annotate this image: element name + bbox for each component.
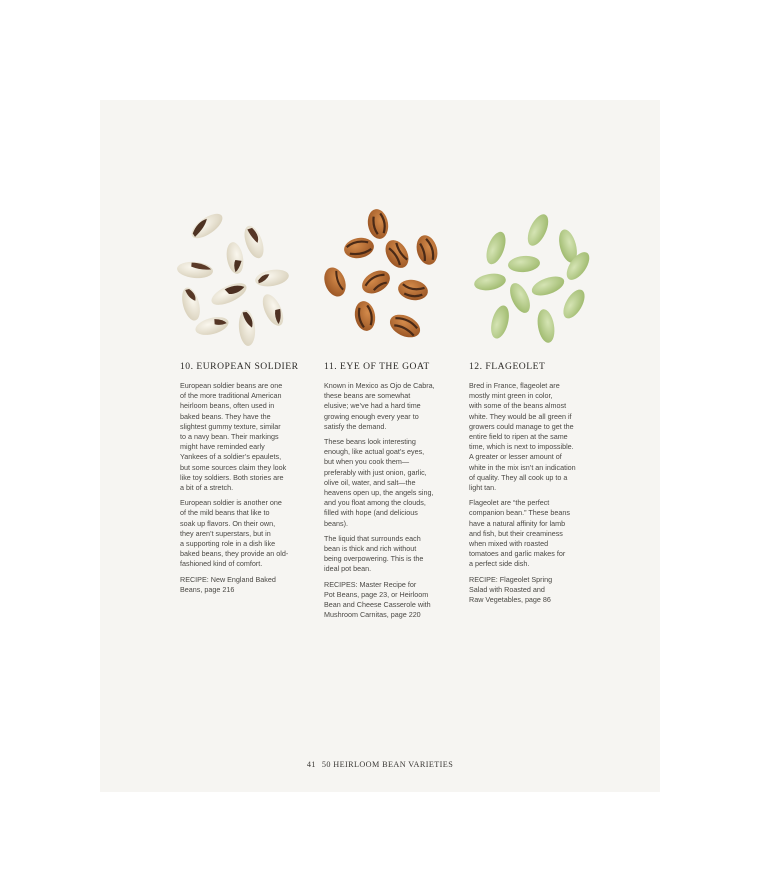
- recipe-reference: RECIPE: New England Baked Beans, page 216: [180, 574, 276, 594]
- bean-title: 10. EUROPEAN SOLDIER: [180, 361, 299, 372]
- bean-title: 12. FLAGEOLET: [469, 361, 546, 372]
- bean-column-european-soldier: [180, 208, 310, 600]
- flageolet-beans-photo: [466, 208, 592, 348]
- description-paragraph: Bred in France, flageolet are mostly mint green in color, with some of the beans almost white. They would be all green if growers could manage to get the entire field to ripen at the same time, which is next to impossible. A greater or lesser amount of white in the mix isn’t an indication of quality. They all cook up to a light tan.: [469, 381, 576, 493]
- page-footer: [100, 760, 660, 769]
- description-paragraph: The liquid that surrounds each bean is thick and rich without being overpowering. This is the ideal pot bean.: [324, 533, 424, 574]
- description-paragraph: European soldier is another one of the mild beans that like to soak up flavors. On their own, they aren’t superstars, but in a supporting role in a dish like baked beans, they provide an old- fashioned kind of comfort.: [180, 498, 289, 569]
- page-number: 41: [306, 760, 316, 769]
- recipe-reference: RECIPE: Flageolet Spring Salad with Roasted and Raw Vegetables, page 86: [469, 574, 553, 605]
- description-paragraph: European soldier beans are one of the more traditional American heirloom beans, often used in baked beans. They have the slightest gummy texture, similar to a navy bean. Their markings might have reminded early Yankees of a soldier’s epaulets, but some sources claim they look like toy soldiers. Both stories are a bit of a stretch.: [180, 381, 287, 493]
- book-page: [100, 100, 660, 792]
- bean-title: 11. EYE OF THE GOAT: [324, 361, 430, 372]
- eye-of-the-goat-beans-photo: [321, 208, 447, 348]
- description-paragraph: Flageolet are “the perfect companion bean.” These beans have a natural affinity for lamb and fish, but their creaminess when mixed with roasted tomatoes and garlic makes for a perfect side dish.: [469, 498, 570, 569]
- section-title: 50 HEIRLOOM BEAN VARIETIES: [321, 760, 454, 769]
- description-paragraph: These beans look interesting enough, like actual goat’s eyes, but when you cook them— preferably with just onion, garlic, olive oil, water, and salt—the heavens open up, the angels sing, and you float among the clouds, filled with hope (and delicious beans).: [324, 437, 434, 528]
- description-paragraph: Known in Mexico as Ojo de Cabra, these beans are somewhat elusive; we’ve had a hard time growing enough every year to satisfy the demand.: [324, 381, 435, 431]
- european-soldier-beans-photo: [177, 208, 303, 348]
- bean-column-flageolet: [469, 208, 599, 610]
- recipe-reference: RECIPES: Master Recipe for Pot Beans, page 23, or Heirloom Bean and Cheese Casserole with Mushroom Carnitas, page 220: [324, 579, 431, 620]
- bean-column-eye-of-the-goat: [324, 208, 454, 625]
